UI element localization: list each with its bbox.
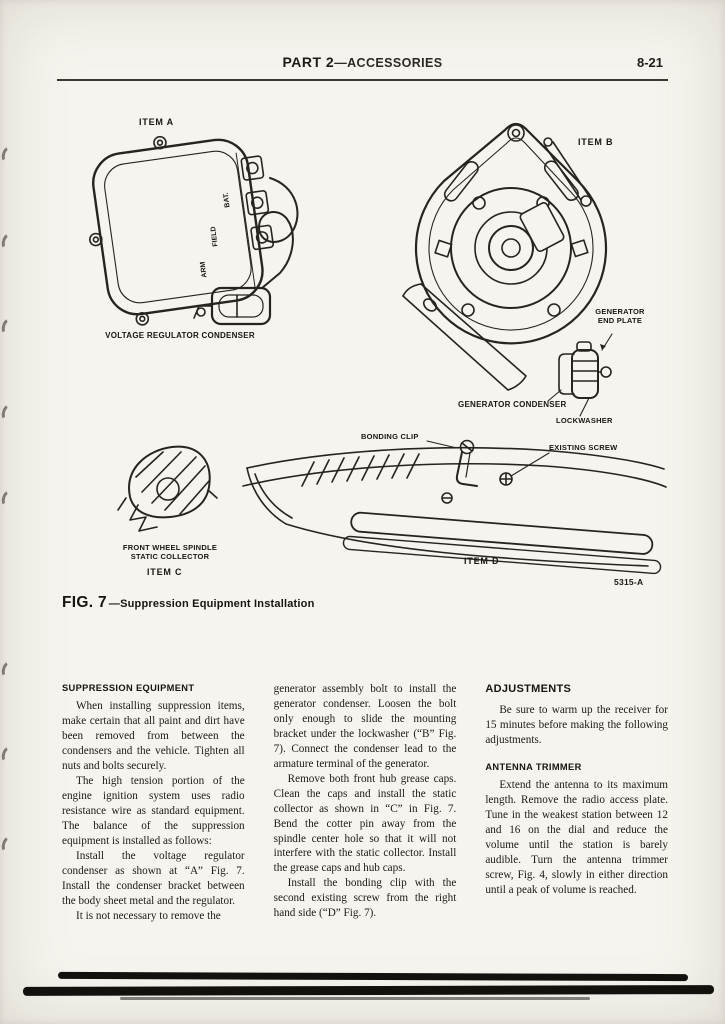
static-collector-drawing bbox=[118, 447, 217, 531]
antenna-trimmer-heading: ANTENNA TRIMMER bbox=[485, 761, 582, 772]
column-2 bbox=[274, 682, 457, 924]
header-section-title: —ACCESSORIES bbox=[334, 56, 443, 70]
generator-end-plate-label: GENERATOR END PLATE bbox=[595, 307, 645, 326]
voltage-condenser-drawing bbox=[194, 288, 270, 324]
generator-condenser-drawing bbox=[559, 342, 611, 398]
scan-ink-bar bbox=[120, 997, 590, 1000]
voltage-regulator-drawing bbox=[77, 123, 282, 330]
figure-caption bbox=[62, 594, 315, 612]
condenser-wire bbox=[259, 178, 297, 288]
bonding-clip-panel-drawing bbox=[243, 441, 666, 574]
paragraph: When installing suppression items, make certain that all paint and dirt have been removed from between the condensers and the vehicle. Tighten all nuts and bolts securely. bbox=[62, 700, 245, 773]
column-1 bbox=[62, 682, 245, 924]
bonding-clip-leader bbox=[427, 441, 457, 448]
end-plate-leader bbox=[602, 334, 612, 350]
scan-ink-bar bbox=[58, 972, 688, 981]
figure7-illustration bbox=[0, 95, 725, 595]
paragraph: It is not necessary to remove the bbox=[76, 909, 221, 922]
lockwasher-leader bbox=[580, 398, 589, 416]
scan-mark bbox=[0, 660, 17, 681]
arm-terminal-label: ARM bbox=[199, 261, 209, 278]
text-columns bbox=[0, 682, 725, 924]
page-header bbox=[57, 54, 668, 76]
scan-mark bbox=[0, 232, 17, 253]
scan-mark bbox=[0, 145, 17, 166]
existing-screw-leader bbox=[511, 453, 549, 476]
column-3 bbox=[485, 682, 668, 924]
bonding-clip-label: BONDING CLIP bbox=[361, 432, 419, 441]
scan-mark bbox=[0, 317, 17, 338]
header-rule bbox=[57, 79, 668, 81]
adjustments-heading: ADJUSTMENTS bbox=[485, 683, 572, 695]
lockwasher-label: LOCKWASHER bbox=[556, 416, 613, 425]
item-d-label: ITEM D bbox=[464, 556, 500, 566]
generator-condenser-label: GENERATOR CONDENSER bbox=[458, 400, 567, 409]
voltage-regulator-condenser-label: VOLTAGE REGULATOR CONDENSER bbox=[105, 331, 255, 340]
figure-ref-code: 5315-A bbox=[614, 577, 644, 587]
suppression-equipment-heading: SUPPRESSION EQUIPMENT bbox=[62, 683, 195, 693]
scan-mark bbox=[0, 489, 17, 510]
existing-screw-label: EXISTING SCREW bbox=[549, 443, 618, 452]
page-number: 8-21 bbox=[636, 55, 663, 70]
paragraph: generator assembly bolt to install the generator condenser. Loosen the bolt only enough to slide the mounting bracket under the lockwasher (“B” Fig. 7). Connect the condenser lead to the armature terminal of the generator. bbox=[273, 683, 457, 770]
generator-drawing bbox=[403, 124, 606, 390]
paragraph: Remove both front hub grease caps. Clean the caps and install the static collector as shown in “C” in Fig. 7. Bend the cotter pin away from the spindle center hole so that it will not interfere with the static collector. Install the grease caps and hub caps. bbox=[273, 772, 457, 875]
paragraph: Install the bonding clip with the second existing screw from the right hand side (“D” Fig. 7). bbox=[273, 877, 457, 920]
paragraph: Be sure to warm up the receiver for 15 minutes before making the following adjustments. bbox=[485, 703, 668, 746]
paragraph: Install the voltage regulator condenser as shown at “A” Fig. 7. Install the condenser bracket between the body sheet metal and the regulator. bbox=[62, 849, 245, 907]
item-a-label: ITEM A bbox=[139, 117, 174, 127]
bat-terminal-label: BAT. bbox=[222, 192, 232, 208]
spindle-collector-label: FRONT WHEEL SPINDLE STATIC COLLECTOR bbox=[122, 543, 218, 562]
field-terminal-label: FIELD bbox=[210, 225, 220, 247]
figure-caption-text: —Suppression Equipment Installation bbox=[108, 598, 315, 610]
paragraph: Extend the antenna to its maximum length. Remove the radio access plate. Tune in the weakest station between 12 and 16 on the dial and reduce the volume until the station is barely audible. Turn the antenna trimmer screw, Fig. 4, slowly in either direction until a peak of volume is reached. bbox=[485, 778, 668, 896]
scan-ink-bar bbox=[23, 985, 714, 996]
paragraph: The high tension portion of the engine ignition system uses radio resistance wire as standard equipment. The balance of the suppression equipment is installed as follows: bbox=[62, 775, 245, 847]
figure-caption-number: FIG. 7 bbox=[62, 594, 107, 611]
item-b-label: ITEM B bbox=[578, 137, 614, 147]
header-title bbox=[57, 54, 668, 72]
header-part-title: PART 2 bbox=[282, 54, 335, 70]
scan-mark bbox=[0, 403, 17, 424]
item-c-label: ITEM C bbox=[147, 567, 183, 577]
